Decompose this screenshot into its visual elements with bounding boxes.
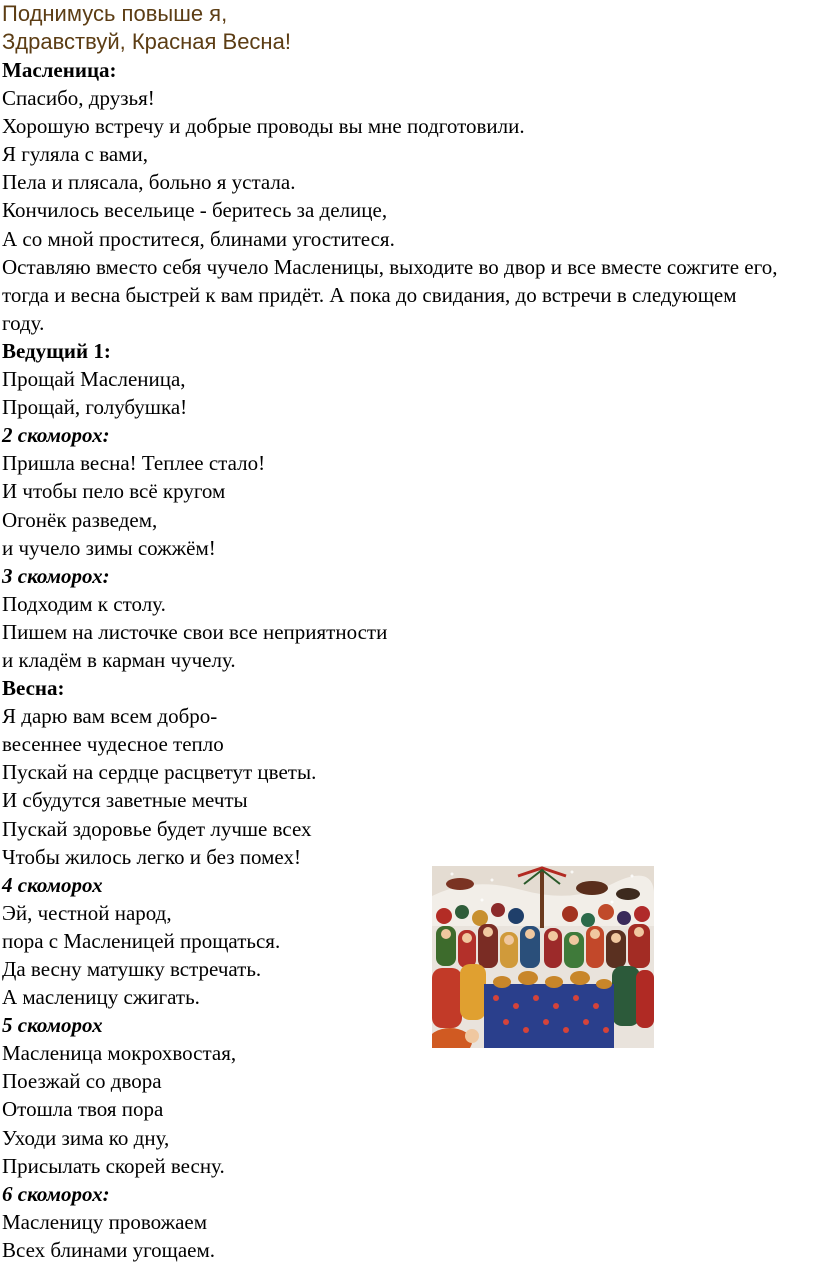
speaker-label: 6 скоморох: (2, 1181, 110, 1206)
script-line: Спасибо, друзья! (2, 86, 155, 111)
script-line: А со мной проститеся, блинами угоститеся. (2, 226, 395, 251)
script-line: Эй, честной народ, (2, 900, 172, 925)
speaker-label: Масленица: (2, 58, 117, 82)
script-line: Прощай Масленица, (2, 367, 186, 392)
script-line: Пела и плясала, больно я устала. (2, 170, 296, 195)
script-line: Прощай, голубушка! (2, 395, 188, 420)
script-line: А масленицу сжигать. (2, 985, 200, 1010)
speaker-label: 2 скоморох: (2, 423, 110, 448)
script-line: Чтобы жилось легко и без помех! (2, 844, 301, 869)
intro-line: Здравствуй, Красная Весна! (2, 29, 291, 54)
script-line: Подходим к столу. (2, 591, 166, 616)
script-line: Пишем на листочке свои все неприятности (2, 619, 388, 644)
script-line: Я гуляла с вами, (2, 142, 148, 167)
script-line: И чтобы пело всё кругом (2, 479, 226, 504)
script-line: Масленица мокрохвостая, (2, 1041, 237, 1066)
script-line: Кончилось весельице - беритесь за делице, (2, 198, 388, 223)
script-paragraph: Оставляю вместо себя чучело Масленицы, выходите во двор и все вместе сожгите его, тогда и весна быстрей к вам придёт. А пока до свидания, до встречи в следующем году. (2, 254, 778, 335)
script-line: Хорошую встречу и добрые проводы вы мне подготовили. (2, 114, 525, 139)
script-line: Всех блинами угощаем. (2, 1237, 216, 1262)
script-line: Пришла весна! Теплее стало! (2, 451, 266, 476)
script-line: И сбудутся заветные мечты (2, 788, 248, 813)
script-line: Масленицу провожаем (2, 1209, 208, 1234)
script-line: и кладём в карман чучелу. (2, 647, 236, 672)
script-line: Пускай на сердце расцветут цветы. (2, 760, 317, 785)
speaker-label: Весна: (2, 676, 65, 701)
script-line: Огонёк разведем, (2, 507, 158, 532)
play-script (0, 56, 816, 1264)
script-line: Уходи зима ко дну, (2, 1125, 170, 1150)
maslenitsa-illustration (432, 866, 654, 1048)
script-line: пора с Масленицей прощаться. (2, 928, 281, 953)
speaker-label: 5 скоморох (2, 1013, 103, 1038)
script-line: Поезжай со двора (2, 1069, 162, 1094)
intro-line: Поднимусь повыше я, (2, 1, 228, 26)
folk-painting-image (432, 866, 654, 1048)
script-line: Да весну матушку встречать. (2, 957, 262, 981)
script-line: Отошла твоя пора (2, 1097, 164, 1122)
speaker-label: 3 скоморох: (2, 563, 110, 588)
script-line: Я дарю вам всем добро- (2, 704, 218, 729)
speaker-label: 4 скоморох (2, 872, 103, 897)
script-line: Присылать скорей весну. (2, 1153, 225, 1178)
speaker-label: Ведущий 1: (2, 338, 111, 363)
script-line: весеннее чудесное тепло (2, 732, 224, 757)
script-line: и чучело зимы сожжём! (2, 535, 216, 560)
script-line: Пускай здоровье будет лучше всех (2, 816, 312, 841)
intro-verse (0, 0, 816, 56)
